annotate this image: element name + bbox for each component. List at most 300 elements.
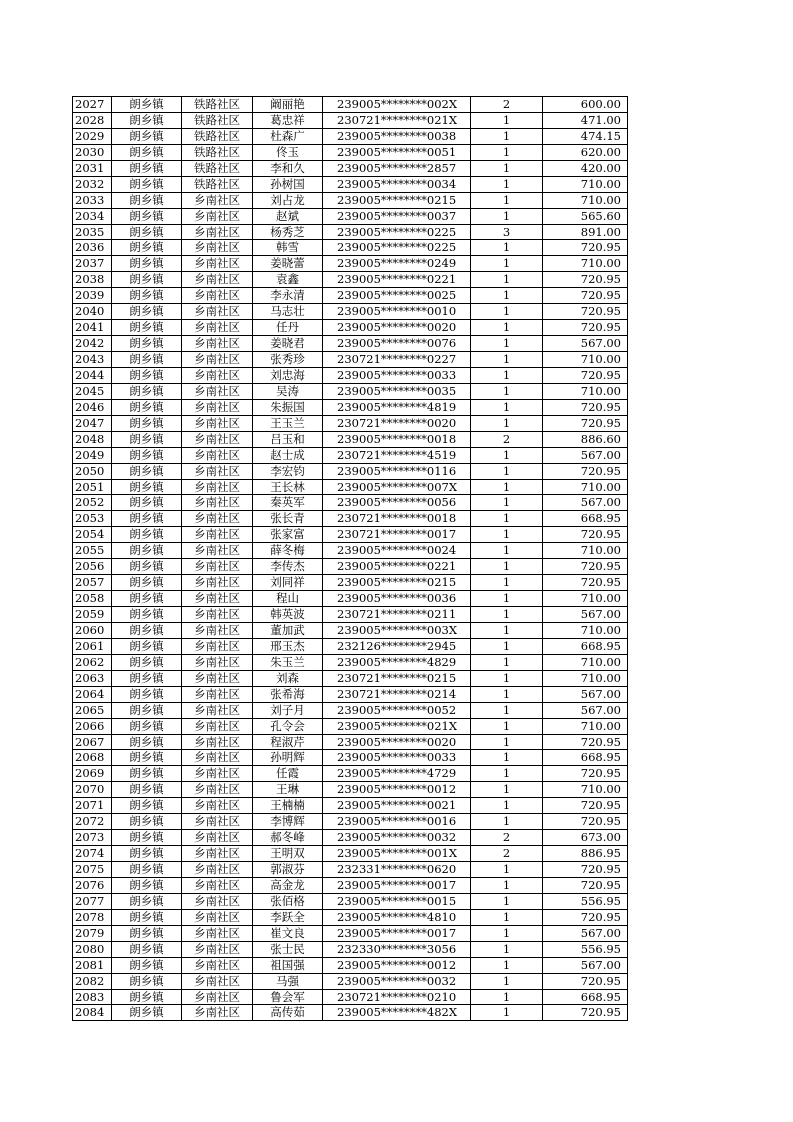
community-cell: 乡南社区 (182, 192, 253, 208)
name-cell: 郝冬峰 (253, 830, 323, 846)
household-count-cell: 1 (471, 128, 543, 144)
table-row (73, 192, 628, 208)
id-number-cell: 239005********4819 (323, 399, 471, 415)
table-row (73, 830, 628, 846)
household-count-cell: 1 (471, 877, 543, 893)
household-count-cell: 2 (471, 830, 543, 846)
table-row (73, 686, 628, 702)
table-row (73, 782, 628, 798)
town-cell: 朗乡镇 (112, 431, 182, 447)
id-number-cell: 230721********0017 (323, 527, 471, 543)
amount-cell: 886.95 (543, 846, 628, 862)
name-cell: 姜晓蕾 (253, 256, 323, 272)
amount-cell: 720.95 (543, 1005, 628, 1021)
community-cell: 乡南社区 (182, 447, 253, 463)
id-number-cell: 239005********0076 (323, 336, 471, 352)
community-cell: 乡南社区 (182, 320, 253, 336)
name-cell: 李永清 (253, 288, 323, 304)
amount-cell: 556.95 (543, 893, 628, 909)
household-count-cell: 1 (471, 622, 543, 638)
household-count-cell: 2 (471, 431, 543, 447)
community-cell: 乡南社区 (182, 575, 253, 591)
table-row (73, 527, 628, 543)
id-number-cell: 239005********0016 (323, 814, 471, 830)
town-cell: 朗乡镇 (112, 543, 182, 559)
table-row (73, 846, 628, 862)
amount-cell: 565.60 (543, 208, 628, 224)
household-count-cell: 1 (471, 957, 543, 973)
town-cell: 朗乡镇 (112, 798, 182, 814)
household-count-cell: 3 (471, 224, 543, 240)
amount-cell: 710.00 (543, 782, 628, 798)
household-count-cell: 1 (471, 447, 543, 463)
amount-cell: 474.15 (543, 128, 628, 144)
row-number-cell: 2039 (73, 288, 112, 304)
id-number-cell: 230721********0018 (323, 511, 471, 527)
name-cell: 祖国强 (253, 957, 323, 973)
row-number-cell: 2081 (73, 957, 112, 973)
name-cell: 王楠楠 (253, 798, 323, 814)
table-row (73, 495, 628, 511)
household-count-cell: 1 (471, 463, 543, 479)
household-count-cell: 1 (471, 320, 543, 336)
town-cell: 朗乡镇 (112, 112, 182, 128)
amount-cell: 567.00 (543, 686, 628, 702)
id-number-cell: 230721********0227 (323, 352, 471, 368)
id-number-cell: 239005********0024 (323, 543, 471, 559)
row-number-cell: 2051 (73, 479, 112, 495)
id-number-cell: 239005********482X (323, 1005, 471, 1021)
table-row (73, 734, 628, 750)
row-number-cell: 2032 (73, 176, 112, 192)
name-cell: 刘忠海 (253, 367, 323, 383)
amount-cell: 710.00 (543, 718, 628, 734)
community-cell: 乡南社区 (182, 973, 253, 989)
town-cell: 朗乡镇 (112, 638, 182, 654)
town-cell: 朗乡镇 (112, 654, 182, 670)
town-cell: 朗乡镇 (112, 973, 182, 989)
household-count-cell: 1 (471, 766, 543, 782)
row-number-cell: 2063 (73, 670, 112, 686)
amount-cell: 567.00 (543, 957, 628, 973)
community-cell: 乡南社区 (182, 543, 253, 559)
row-number-cell: 2049 (73, 447, 112, 463)
amount-cell: 720.95 (543, 575, 628, 591)
town-cell: 朗乡镇 (112, 144, 182, 160)
community-cell: 乡南社区 (182, 766, 253, 782)
amount-cell: 886.60 (543, 431, 628, 447)
household-count-cell: 1 (471, 638, 543, 654)
row-number-cell: 2053 (73, 511, 112, 527)
household-count-cell: 1 (471, 543, 543, 559)
table-row (73, 224, 628, 240)
table-row (73, 957, 628, 973)
community-cell: 乡南社区 (182, 304, 253, 320)
table-row (73, 176, 628, 192)
id-number-cell: 239005********021X (323, 718, 471, 734)
household-count-cell: 1 (471, 989, 543, 1005)
amount-cell: 710.00 (543, 352, 628, 368)
table-row (73, 702, 628, 718)
amount-cell: 710.00 (543, 543, 628, 559)
household-count-cell: 1 (471, 1005, 543, 1021)
amount-cell: 668.95 (543, 750, 628, 766)
row-number-cell: 2061 (73, 638, 112, 654)
community-cell: 乡南社区 (182, 479, 253, 495)
amount-cell: 720.95 (543, 909, 628, 925)
community-cell: 乡南社区 (182, 925, 253, 941)
name-cell: 赵士成 (253, 447, 323, 463)
amount-cell: 720.95 (543, 973, 628, 989)
table-row (73, 415, 628, 431)
row-number-cell: 2028 (73, 112, 112, 128)
household-count-cell: 1 (471, 367, 543, 383)
name-cell: 朱玉兰 (253, 654, 323, 670)
name-cell: 董加武 (253, 622, 323, 638)
amount-cell: 720.95 (543, 399, 628, 415)
id-number-cell: 239005********4829 (323, 654, 471, 670)
row-number-cell: 2043 (73, 352, 112, 368)
household-count-cell: 1 (471, 495, 543, 511)
row-number-cell: 2052 (73, 495, 112, 511)
id-number-cell: 230721********0214 (323, 686, 471, 702)
row-number-cell: 2078 (73, 909, 112, 925)
amount-cell: 668.95 (543, 638, 628, 654)
name-cell: 程淑芹 (253, 734, 323, 750)
row-number-cell: 2056 (73, 559, 112, 575)
name-cell: 王玉兰 (253, 415, 323, 431)
household-count-cell: 1 (471, 654, 543, 670)
community-cell: 乡南社区 (182, 383, 253, 399)
table-row (73, 288, 628, 304)
household-count-cell: 1 (471, 893, 543, 909)
name-cell: 孙明辉 (253, 750, 323, 766)
table-row (73, 431, 628, 447)
id-number-cell: 239005********0033 (323, 367, 471, 383)
name-cell: 韩雪 (253, 240, 323, 256)
amount-cell: 720.95 (543, 463, 628, 479)
id-number-cell: 239005********0215 (323, 192, 471, 208)
table-row (73, 399, 628, 415)
household-count-cell: 1 (471, 256, 543, 272)
town-cell: 朗乡镇 (112, 447, 182, 463)
id-number-cell: 239005********0032 (323, 973, 471, 989)
name-cell: 李传杰 (253, 559, 323, 575)
table-row (73, 367, 628, 383)
name-cell: 邢玉杰 (253, 638, 323, 654)
town-cell: 朗乡镇 (112, 734, 182, 750)
id-number-cell: 230721********0211 (323, 607, 471, 623)
name-cell: 程山 (253, 591, 323, 607)
row-number-cell: 2065 (73, 702, 112, 718)
table-row (73, 511, 628, 527)
name-cell: 任丹 (253, 320, 323, 336)
id-number-cell: 230721********0215 (323, 670, 471, 686)
community-cell: 乡南社区 (182, 862, 253, 878)
amount-cell: 720.95 (543, 272, 628, 288)
town-cell: 朗乡镇 (112, 495, 182, 511)
amount-cell: 668.95 (543, 989, 628, 1005)
row-number-cell: 2037 (73, 256, 112, 272)
household-count-cell: 1 (471, 925, 543, 941)
table-row (73, 893, 628, 909)
row-number-cell: 2076 (73, 877, 112, 893)
table-row (73, 256, 628, 272)
id-number-cell: 239005********0012 (323, 957, 471, 973)
table-row (73, 112, 628, 128)
row-number-cell: 2062 (73, 654, 112, 670)
household-count-cell: 2 (471, 97, 543, 113)
household-count-cell: 1 (471, 176, 543, 192)
community-cell: 乡南社区 (182, 686, 253, 702)
town-cell: 朗乡镇 (112, 830, 182, 846)
data-table (72, 96, 628, 1021)
name-cell: 张家富 (253, 527, 323, 543)
table-row (73, 798, 628, 814)
community-cell: 乡南社区 (182, 893, 253, 909)
row-number-cell: 2034 (73, 208, 112, 224)
household-count-cell: 1 (471, 383, 543, 399)
amount-cell: 720.95 (543, 304, 628, 320)
name-cell: 薛冬梅 (253, 543, 323, 559)
community-cell: 乡南社区 (182, 989, 253, 1005)
id-number-cell: 239005********0221 (323, 272, 471, 288)
household-count-cell: 1 (471, 782, 543, 798)
id-number-cell: 239005********002X (323, 97, 471, 113)
amount-cell: 720.95 (543, 240, 628, 256)
row-number-cell: 2054 (73, 527, 112, 543)
community-cell: 乡南社区 (182, 607, 253, 623)
community-cell: 乡南社区 (182, 367, 253, 383)
table-row (73, 909, 628, 925)
row-number-cell: 2070 (73, 782, 112, 798)
row-number-cell: 2069 (73, 766, 112, 782)
id-number-cell: 239005********0017 (323, 925, 471, 941)
town-cell: 朗乡镇 (112, 256, 182, 272)
amount-cell: 567.00 (543, 336, 628, 352)
community-cell: 乡南社区 (182, 208, 253, 224)
town-cell: 朗乡镇 (112, 288, 182, 304)
household-count-cell: 1 (471, 607, 543, 623)
town-cell: 朗乡镇 (112, 352, 182, 368)
id-number-cell: 239005********0018 (323, 431, 471, 447)
id-number-cell: 239005********0035 (323, 383, 471, 399)
amount-cell: 471.00 (543, 112, 628, 128)
id-number-cell: 239005********0020 (323, 734, 471, 750)
name-cell: 韩英波 (253, 607, 323, 623)
table-row (73, 336, 628, 352)
name-cell: 佟玉 (253, 144, 323, 160)
name-cell: 刘森 (253, 670, 323, 686)
town-cell: 朗乡镇 (112, 383, 182, 399)
amount-cell: 720.95 (543, 415, 628, 431)
row-number-cell: 2072 (73, 814, 112, 830)
name-cell: 王琳 (253, 782, 323, 798)
town-cell: 朗乡镇 (112, 670, 182, 686)
household-count-cell: 1 (471, 559, 543, 575)
town-cell: 朗乡镇 (112, 989, 182, 1005)
amount-cell: 710.00 (543, 192, 628, 208)
name-cell: 崔文良 (253, 925, 323, 941)
community-cell: 乡南社区 (182, 654, 253, 670)
row-number-cell: 2030 (73, 144, 112, 160)
community-cell: 乡南社区 (182, 256, 253, 272)
id-number-cell: 239005********0225 (323, 240, 471, 256)
household-count-cell: 1 (471, 304, 543, 320)
amount-cell: 567.00 (543, 495, 628, 511)
row-number-cell: 2035 (73, 224, 112, 240)
amount-cell: 710.00 (543, 670, 628, 686)
name-cell: 孔令会 (253, 718, 323, 734)
row-number-cell: 2083 (73, 989, 112, 1005)
row-number-cell: 2068 (73, 750, 112, 766)
row-number-cell: 2077 (73, 893, 112, 909)
row-number-cell: 2036 (73, 240, 112, 256)
household-count-cell: 1 (471, 208, 543, 224)
community-cell: 铁路社区 (182, 144, 253, 160)
household-count-cell: 1 (471, 591, 543, 607)
town-cell: 朗乡镇 (112, 224, 182, 240)
name-cell: 李宏钧 (253, 463, 323, 479)
name-cell: 李跃全 (253, 909, 323, 925)
household-count-cell: 1 (471, 144, 543, 160)
town-cell: 朗乡镇 (112, 702, 182, 718)
table-row (73, 208, 628, 224)
id-number-cell: 239005********0017 (323, 877, 471, 893)
row-number-cell: 2067 (73, 734, 112, 750)
table-row (73, 862, 628, 878)
row-number-cell: 2050 (73, 463, 112, 479)
name-cell: 吴涛 (253, 383, 323, 399)
row-number-cell: 2040 (73, 304, 112, 320)
town-cell: 朗乡镇 (112, 160, 182, 176)
community-cell: 乡南社区 (182, 224, 253, 240)
name-cell: 秦英军 (253, 495, 323, 511)
amount-cell: 567.00 (543, 925, 628, 941)
town-cell: 朗乡镇 (112, 399, 182, 415)
table-row (73, 160, 628, 176)
amount-cell: 891.00 (543, 224, 628, 240)
town-cell: 朗乡镇 (112, 782, 182, 798)
row-number-cell: 2058 (73, 591, 112, 607)
id-number-cell: 232330********3056 (323, 941, 471, 957)
amount-cell: 420.00 (543, 160, 628, 176)
table-row (73, 97, 628, 113)
name-cell: 李和久 (253, 160, 323, 176)
name-cell: 葛忠祥 (253, 112, 323, 128)
table-row (73, 607, 628, 623)
amount-cell: 720.95 (543, 814, 628, 830)
town-cell: 朗乡镇 (112, 208, 182, 224)
town-cell: 朗乡镇 (112, 463, 182, 479)
id-number-cell: 239005********0021 (323, 798, 471, 814)
name-cell: 杨秀芝 (253, 224, 323, 240)
table-row (73, 447, 628, 463)
household-count-cell: 1 (471, 973, 543, 989)
row-number-cell: 2071 (73, 798, 112, 814)
row-number-cell: 2055 (73, 543, 112, 559)
amount-cell: 720.95 (543, 320, 628, 336)
amount-cell: 720.95 (543, 766, 628, 782)
id-number-cell: 239005********4729 (323, 766, 471, 782)
town-cell: 朗乡镇 (112, 559, 182, 575)
name-cell: 张希海 (253, 686, 323, 702)
community-cell: 乡南社区 (182, 463, 253, 479)
household-count-cell: 1 (471, 734, 543, 750)
id-number-cell: 239005********0221 (323, 559, 471, 575)
household-count-cell: 1 (471, 798, 543, 814)
row-number-cell: 2029 (73, 128, 112, 144)
community-cell: 乡南社区 (182, 877, 253, 893)
table-row (73, 591, 628, 607)
table-row (73, 718, 628, 734)
table-row (73, 128, 628, 144)
amount-cell: 720.95 (543, 877, 628, 893)
table-body (73, 97, 628, 1021)
table-row (73, 638, 628, 654)
id-number-cell: 239005********0056 (323, 495, 471, 511)
town-cell: 朗乡镇 (112, 176, 182, 192)
town-cell: 朗乡镇 (112, 941, 182, 957)
id-number-cell: 239005********0051 (323, 144, 471, 160)
community-cell: 乡南社区 (182, 782, 253, 798)
amount-cell: 710.00 (543, 383, 628, 399)
community-cell: 乡南社区 (182, 1005, 253, 1021)
amount-cell: 567.00 (543, 447, 628, 463)
id-number-cell: 239005********007X (323, 479, 471, 495)
community-cell: 乡南社区 (182, 336, 253, 352)
household-count-cell: 1 (471, 862, 543, 878)
town-cell: 朗乡镇 (112, 750, 182, 766)
community-cell: 乡南社区 (182, 352, 253, 368)
community-cell: 乡南社区 (182, 559, 253, 575)
town-cell: 朗乡镇 (112, 336, 182, 352)
id-number-cell: 239005********003X (323, 622, 471, 638)
community-cell: 铁路社区 (182, 176, 253, 192)
id-number-cell: 239005********001X (323, 846, 471, 862)
household-count-cell: 1 (471, 511, 543, 527)
household-count-cell: 1 (471, 112, 543, 128)
row-number-cell: 2027 (73, 97, 112, 113)
name-cell: 孙树国 (253, 176, 323, 192)
row-number-cell: 2047 (73, 415, 112, 431)
id-number-cell: 239005********0052 (323, 702, 471, 718)
name-cell: 姜晓君 (253, 336, 323, 352)
row-number-cell: 2084 (73, 1005, 112, 1021)
town-cell: 朗乡镇 (112, 304, 182, 320)
name-cell: 郭淑芬 (253, 862, 323, 878)
town-cell: 朗乡镇 (112, 128, 182, 144)
town-cell: 朗乡镇 (112, 846, 182, 862)
row-number-cell: 2074 (73, 846, 112, 862)
community-cell: 乡南社区 (182, 399, 253, 415)
town-cell: 朗乡镇 (112, 527, 182, 543)
id-number-cell: 232126********2945 (323, 638, 471, 654)
id-number-cell: 239005********0015 (323, 893, 471, 909)
id-number-cell: 239005********0038 (323, 128, 471, 144)
row-number-cell: 2042 (73, 336, 112, 352)
id-number-cell: 239005********0012 (323, 782, 471, 798)
household-count-cell: 1 (471, 192, 543, 208)
row-number-cell: 2045 (73, 383, 112, 399)
name-cell: 高金龙 (253, 877, 323, 893)
table-row (73, 973, 628, 989)
town-cell: 朗乡镇 (112, 893, 182, 909)
community-cell: 乡南社区 (182, 830, 253, 846)
name-cell: 杜森广 (253, 128, 323, 144)
community-cell: 乡南社区 (182, 957, 253, 973)
row-number-cell: 2044 (73, 367, 112, 383)
